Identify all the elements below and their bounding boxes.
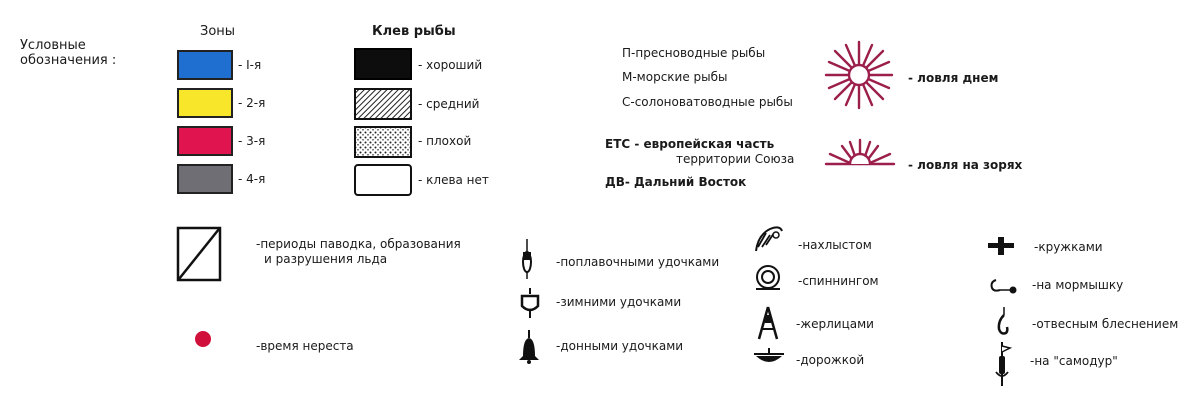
bite-poor-label: - плохой (418, 134, 472, 148)
troll-label: -дорожкой (796, 353, 865, 367)
circles-icon (986, 236, 1016, 256)
fly-fishing-label: -нахлыстом (798, 238, 872, 252)
spinning-icon (754, 263, 782, 291)
zone-4-label: - 4-я (238, 172, 266, 186)
legend-title: Условные обозначения : (20, 38, 117, 68)
zone-1-swatch (177, 50, 233, 80)
fish-fresh-text: П-пресноводные рыбы (622, 46, 766, 60)
bottom-rod-icon (516, 330, 542, 364)
spoon-icon (994, 307, 1014, 337)
sun-icon (824, 40, 894, 110)
zone-3-label: - 3-я (238, 134, 266, 148)
float-rod-label: -поплавочными удочками (556, 255, 720, 269)
circles-label: -кружками (1034, 240, 1103, 254)
winter-rod-label: -зимними удочками (556, 295, 682, 309)
zone-1-label: - I-я (238, 58, 262, 72)
zherlitsa-icon (756, 305, 780, 341)
spawn-label: -время нереста (256, 339, 354, 353)
bottom-rod-label: -донными удочками (556, 339, 684, 353)
spoon-label: -отвесным блеснением (1032, 317, 1179, 331)
zone-2-label: - 2-я (238, 96, 266, 110)
flood-label-line2: и разрушения льда (264, 252, 388, 266)
fish-sea-text: М-морские рыбы (622, 70, 728, 84)
bite-none-label: - клева нет (418, 173, 489, 187)
bite-medium-swatch (354, 88, 412, 120)
region-dv-text: ДВ- Дальний Восток (605, 175, 747, 189)
region-ets-line2: территории Союза (676, 152, 795, 166)
flood-label-line1: -периоды паводка, образования (256, 237, 461, 251)
sunrise-icon (824, 138, 896, 168)
mormyshka-label: -на мормышку (1032, 278, 1124, 292)
troll-icon (752, 346, 786, 368)
bite-poor-swatch (354, 126, 412, 158)
winter-rod-icon (518, 288, 542, 318)
zherlitsa-label: -жерлицами (796, 317, 874, 331)
zone-4-swatch (177, 164, 233, 194)
mormyshka-icon (988, 274, 1018, 296)
float-rod-icon (518, 238, 536, 280)
bite-none-swatch (354, 164, 412, 196)
bite-heading: Клев рыбы (372, 24, 456, 39)
spawn-dot-icon (193, 329, 213, 349)
dawn-fishing-label: - ловля на зорях (908, 158, 1023, 172)
flood-ice-icon (176, 226, 222, 282)
bite-medium-label: - средний (418, 97, 480, 111)
day-fishing-label: - ловля днем (908, 71, 999, 85)
zone-3-swatch (177, 126, 233, 156)
bite-good-label: - хороший (418, 58, 483, 72)
fly-fishing-icon (752, 225, 784, 253)
samodur-label: -на "самодур" (1030, 354, 1118, 368)
spinning-label: -спиннингом (798, 274, 879, 288)
zone-2-swatch (177, 88, 233, 118)
fish-brackish-text: С-солоноватоводные рыбы (622, 95, 793, 109)
zones-heading: Зоны (200, 24, 236, 39)
bite-good-swatch (354, 48, 412, 80)
region-ets-line1: ЕТС - европейская часть (605, 137, 775, 151)
samodur-icon (992, 342, 1018, 386)
